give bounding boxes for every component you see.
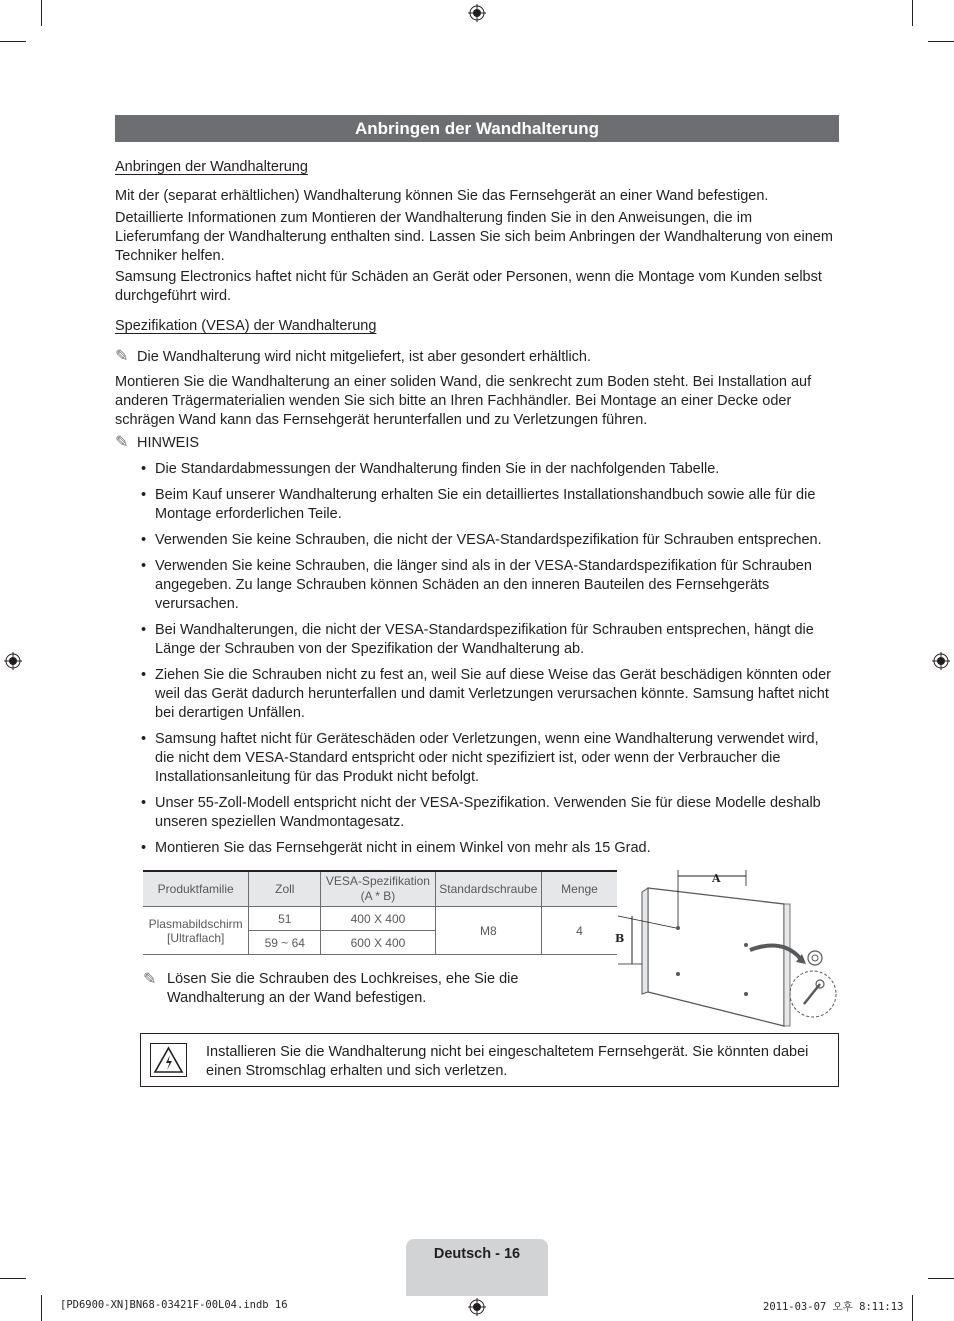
crop-mark: [41, 1295, 42, 1321]
hinweis-note: [115, 433, 839, 453]
table-cell: Plasmabildschirm [Ultraflach]: [143, 907, 249, 955]
hinweis-list: [115, 460, 839, 865]
table-cell: 4: [542, 907, 617, 955]
list-item: • Bei Wandhalterungen, die nicht der VESA-Standardspezifikation für Schrauben entsprechen, hängt die Länge der Schrauben von der Spezifikation der Wandhalterung ab.: [115, 621, 839, 659]
crop-mark: [912, 0, 913, 26]
list-item: • Unser 55-Zoll-Modell entspricht nicht der VESA-Spezifikation. Verwenden Sie für diese Modelle deshalb unseren speziellen Wandmontagesatz.: [115, 794, 839, 832]
crop-mark: [0, 41, 26, 42]
pencil-note-icon: ✎: [115, 434, 129, 451]
pencil-note-icon: ✎: [115, 348, 129, 365]
column-header: Produktfamilie: [143, 871, 249, 907]
column-header: Standardschraube: [435, 871, 541, 907]
table-cell: 51: [249, 907, 321, 931]
table-cell: 400 X 400: [321, 907, 435, 931]
note: [115, 347, 839, 367]
note-text: Die Wandhalterung wird nicht mitgeliefert, ist aber gesondert erhältlich.: [137, 349, 592, 365]
crop-mark: [912, 1295, 913, 1321]
list-item: • Verwenden Sie keine Schrauben, die länger sind als in der VESA-Standardspezifikation für Schrauben angegeben. Zu lange Schrauben können Schäden an den inneren Bauteilen des Fernsehgeräts verursachen.: [115, 557, 839, 614]
list-item: • Samsung haftet nicht für Geräteschäden oder Verletzungen, wenn eine Wandhalterung verwendet wird, die nicht dem VESA-Standard entspricht oder nicht spezifiziert ist, oder wenn der Verbraucher die Installationsanleitung für das Produkt nicht befolgt.: [115, 730, 839, 787]
registration-mark-icon: [932, 652, 950, 670]
crop-mark: [0, 1278, 26, 1279]
table-cell: M8: [435, 907, 541, 955]
column-header: Menge: [542, 871, 617, 907]
registration-mark-icon: [4, 652, 22, 670]
section-title: Anbringen der Wandhalterung: [115, 115, 839, 142]
wall-mount-diagram: [612, 866, 844, 1030]
crop-mark: [41, 0, 42, 26]
table-cell: 59 ~ 64: [249, 931, 321, 955]
hinweis-label: HINWEIS: [137, 435, 200, 451]
vesa-spec-table: [143, 870, 617, 955]
subsection-heading: Spezifikation (VESA) der Wandhalterung: [115, 318, 377, 334]
pencil-note-icon: ✎: [143, 971, 157, 988]
table-header-row: [143, 871, 617, 907]
warning-icon: [150, 1043, 187, 1077]
list-item: • Verwenden Sie keine Schrauben, die nicht der VESA-Standardspezifikation für Schrauben entsprechen.: [115, 531, 839, 550]
imprint-date: 2011-03-07 오후 8:11:13: [763, 1301, 904, 1313]
page-number: Deutsch - 16: [433, 1246, 521, 1262]
table-cell: 600 X 400: [321, 931, 435, 955]
paragraph: Mit der (separat erhältlichen) Wandhalterung können Sie das Fernsehgerät an einer Wand befestigen.: [115, 188, 769, 204]
list-item: • Beim Kauf unserer Wandhalterung erhalten Sie ein detailliertes Installationshandbuch sowie alle für die Montage erforderlichen Teile.: [115, 486, 839, 524]
subsection-heading: Anbringen der Wandhalterung: [115, 159, 308, 175]
dimension-label-b: B: [615, 932, 625, 945]
note: [143, 970, 543, 1008]
table-row: [143, 907, 617, 931]
warning-box: [140, 1033, 839, 1087]
dimension-label-a: A: [712, 872, 721, 885]
note-text: Lösen Sie die Schrauben des Lochkreises, ehe Sie die Wandhalterung an der Wand befestigen.: [167, 971, 519, 1006]
page-footer-tab: [406, 1239, 548, 1296]
crop-mark: [928, 1278, 954, 1279]
column-header: VESA-Spezifikation (A * B): [321, 871, 435, 907]
paragraph: Samsung Electronics haftet nicht für Schäden an Gerät oder Personen, wenn die Montage vom Kunden selbst durchgeführt wird.: [115, 269, 822, 304]
warning-text: Installieren Sie die Wandhalterung nicht bei eingeschaltetem Fernsehgerät. Sie könnten dabei einen Stromschlag erhalten und sich verletzen.: [206, 1044, 809, 1079]
paragraph: Montieren Sie die Wandhalterung an einer soliden Wand, die senkrecht zum Boden steht. Bei Installation auf anderen Trägermaterialien wenden Sie sich bitte an Ihren Fachhändler. Bei Montage an einer Decke oder schrägen Wand kann das Fernsehgerät herunterfallen und zu Verletzungen führen.: [115, 374, 812, 428]
list-item: • Die Standardabmessungen der Wandhalterung finden Sie in der nachfolgenden Tabelle.: [115, 460, 839, 479]
registration-mark-icon: [468, 1298, 486, 1316]
paragraph: Detaillierte Informationen zum Montieren der Wandhalterung finden Sie in den Anweisungen, die im Lieferumfang der Wandhalterung enthalten sind. Lassen Sie sich beim Anbringen der Wandhalterung von einem Techniker helfen.: [115, 210, 833, 264]
registration-mark-icon: [468, 4, 486, 22]
column-header: Zoll: [249, 871, 321, 907]
list-item: • Ziehen Sie die Schrauben nicht zu fest an, weil Sie auf diese Weise das Gerät beschädigen könnten oder weil das Gerät dadurch herunterfallen und damit Verletzungen verursachen könnte. Samsung haftet nicht bei derartigen Unfällen.: [115, 666, 839, 723]
imprint-file: [PD6900-XN]BN68-03421F-00L04.indb 16: [60, 1299, 288, 1311]
crop-mark: [928, 41, 954, 42]
list-item: • Montieren Sie das Fernsehgerät nicht in einem Winkel von mehr als 15 Grad.: [115, 839, 839, 858]
